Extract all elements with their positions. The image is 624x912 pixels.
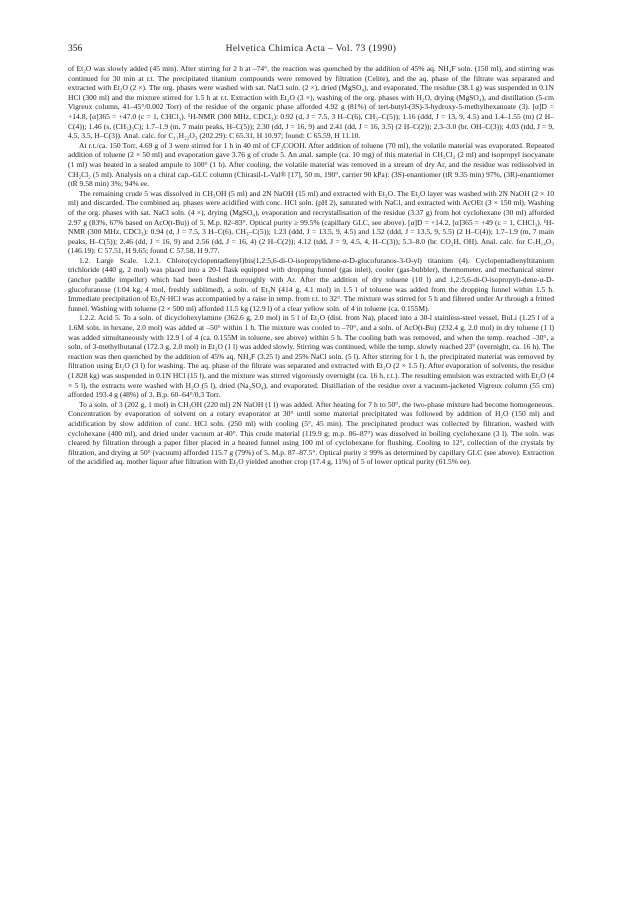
- paragraph-acid-workup: The remaining crude 5 was dissolved in CH₃OH (5 ml) and 2N NaOH (15 ml) and extracted with Et₂O. The Et₂O layer was washed with 2N NaOH (2 × 10 ml) and discarded. The combined aq. phases were acidified with conc. HCl soln. (pH 2), saturated with NaCl, and extracted with AcOEt (3 × 150 ml). Washing of the org. phases with sat. NaCl soln. (4 ×), drying (MgSO₄), evaporation and recrystallisation of the residue (3.37 g) from hot cyclohexane (30 ml) afforded 2.97 g (83%, 67% based on AcO(t-Bu)) of 5. M.p. 82–83°. Optical purity ≥ 99.5% (capillary GLC, see above). [α]D = +14.2, [α]365 = +49 (c = 1, CHCl₃). ¹H-NMR (300 MHz, CDCl₃): 0.94 (d, J = 7.5, 3 H–C(6), CH₃–C(5)); 1.23 (ddd, J = 13.5, 9, 4.5) and 1.52 (ddd, J = 13.5, 9, 5.5) (2 H–C(4)); 1.7–1.9 (m, 7 main peaks, H–C(5)); 2.46 (dd, J = 16, 9) and 2.56 (dd, J = 16, 4) (2 H–C(2)); 4.12 (tdd, J = 9, 4.5, 4, H–C(3)); 5.3–8.0 (br. CO₂H, OH). Anal. calc. for C₇H₁₄O₃ (146.19): C 57.51, H 9.65; found C 57.58, H 9.77.: [68, 188, 554, 256]
- page-number: 356: [68, 44, 83, 54]
- journal-title: Helvetica Chimica Acta – Vol. 73 (1990): [225, 44, 397, 54]
- paragraph-acid-5: 1.2.2. Acid 5. To a soln. of dicyclohexylamine (362.6 g, 2.0 mol) in 5 l of Et₂O (dist. from Na), placed into a 30-l stainless-steel vessel, BuLi (1.25 l of a 1.6M soln. in hexane, 2.0 mol) was added at –50° within 1 h. The mixture was cooled to –70°, and a soln. of AcO(t-Bu) (232.4 g, 2.0 mol) in dry toluene (1 l) was added simultaneously with 12.9 l of 4 (ca. 0.155M in toluene, see above) within 5 h. The cooling bath was removed, and when the temp. reached –30°, a soln. of 3-methylbutanal (172.3 g, 2.0 mol) in Et₂O (1 l) was added slowly. Stirring was continued, while the temp. slowly reached 23° (overnight, ca. 16 h). The reaction was then quenched by the addition of 45% aq. NH₄F (3.25 l) and 25% NaCl soln. (5 l). After stirring for 1 h, the precipitated material was removed by filtration using Et₂O (3 l) for washing. The aq. phase of the filtrate was separated and extracted with Et₂O (2 × 1.5 l). After evaporation of solvents, the residue (1.828 kg) was suspended in 0.1N HCl (15 l), and the mixture was stirred vigorously overnight (ca. 16 h, r.t.). The resulting emulsion was extracted with Et₂O (4 × 5 l), the extracts were washed with H₂O (5 l), dried (Na₂SO₄), and evaporated. Distillation of the residue over a vacuum-jacketed Vigreux column (55 cm) afforded 193.4 g (48%) of 3. B.p. 60–64°/0.3 Torr.: [68, 313, 554, 400]
- running-header: [68, 44, 554, 58]
- paragraph-continuation: of Et₂O was slowly added (45 min). After stirring for 2 h at –74°, the reaction was quenched by the addition of 45% aq. NH₄F soln. (150 ml), and stirring was continued for 30 min at r.t. The precipitated titanium compounds were removed by filtration (Celite), and the aq. phase of the filtrate was separated and extracted with Et₂O (2 ×). The org. phases were washed with sat. NaCl soln. (2 ×), dried (MgSO₄), and evaporated. The residue (38.1 g) was suspended in 0.1N HCl (300 ml) and the mixture stirred for 1.5 h at r.t. Extraction with Et₂O (3 ×), washing of the org. phases with H₂O, drying (MgSO₄), and distillation (5-cm Vigreux column, 41–45°/0.002 Torr) of the residue of the organic phase afforded 4.92 g (81%) of tert-butyl-(3S)-3-hydroxy-5-methylhexanoate (3). [α]D = +14.8, [α]365 = +47.0 (c = 1, CHCl₃). ¹H-NMR (300 MHz, CDCl₃): 0.92 (d, J = 7.5, 3 H–C(6), CH₃–C(5)); 1.16 (ddd, J = 13, 9, 4.5) and 1.4–1.55 (m) (2 H–C(4)); 1.46 (s, (CH₃)₃C); 1.7–1.9 (m, 7 main peaks, H–C(5)); 2.30 (dd, J = 16, 9) and 2.41 (dd, J = 16, 3.5) (2 H–C(2)); 2.3–3.0 (br. OH–C(3)); 4.03 (tdd, J = 9, 4.5, 3.5, H–C(3)). Anal. calc. for C₁₁H₂₂O₃ (202.29): C 65.31, H 10.97; found: C 65.59, H 11.10.: [68, 64, 554, 141]
- paragraph-large-scale-titanium: 1.2. Large Scale. 1.2.1. Chloro(cyclopentadienyl)bis(1,2:5,6-di-O-isopropylidene-α-D-glucofuranos-3-O-yl) titanium (4). Cyclopentadienyltitanium trichloride (440 g, 2 mol) was placed into a 20-l flask equipped with dropping funnel (gas inlet), cooler (gas-bubbler), thermometer, and mechanical stirrer (anchor paddle impeller) which had been flushed thoroughly with Ar. After the addition of dry toluene (10 l) and 1,2:5,6-di-O-isopropyli-dene-α-D-glucofuranose (1.04 kg, 4 mol, freshly sublimed), a soln. of Et₃N (414 g, 4.1 mol) in 1.5 l of toluene was added from the dropping funnel within 1.5 h. Immediate precipitation of Et₃N·HCl was accompanied by a raise in temp. from r.t. to 32°. The mixture was stirred for 5 h and filtered under Ar through a fritted funnel. Washing with toluene (2 × 500 ml) afforded 11.5 kg (12.9 l) of a clear yellow soln. of 4 in toluene (ca. 0.155M).: [68, 255, 554, 313]
- article-body: [68, 64, 554, 467]
- paragraph-lactonization: At r.t./ca. 150 Torr, 4.69 g of 3 were stirred for 1 h in 40 ml of CF₃COOH. After addition of toluene (70 ml), the volatile material was evaporated. Repeated addition of toluene (2 × 50 ml) and evaporation gave 3.76 g of crude 5. An anal. sample (ca. 10 mg) of this material in CH₂Cl₂ (2 ml) and isopropyl isocyanate (1 ml) was heated in a sealed ampule to 100° (1 h). After cooling, the volatile material was removed in a stream of dry Ar, and the residue was redissolved in CH₂Cl₂ (5 ml). Analysis on a chiral cap.-GLC column (Chirasil-L-Val® [17], 50 m, 190°, carrier 90 kPa): (3S)-enantiomer (tR 9.35 min) 97%, (3R)-enantiomer (tR 9.58 min) 3%; 94% ee.: [68, 140, 554, 189]
- paragraph-hydrolysis: To a soln. of 3 (202 g, 1 mol) in CH₃OH (220 ml) 2N NaOH (1 l) was added. After heating for 7 h to 50°, the two-phase mixture had become homogeneous. Concentration by evaporation of solvent on a rotary evaporator at 30° until some material precipitated was followed by addition of H₂O (150 ml) and acidification by slow addition of conc. HCl soln. (250 ml) with cooling (5°, 45 min). The precipitated product was collected by filtration, washed with cyclohexane (400 ml), and dried under vacuum at 40°. This crude material (119.9 g; m.p. 86–87°) was dissolved in boiling cyclohexane (3 l). The soln. was cleared by filtration through a paper filter placed in a heated funnel using 100 ml of cyclohexane for flushing. Cooling to 12°, collection of the crystals by filtration, and drying at 50° (vacuum) afforded 115.7 g (79%) of 5. M.p. 87–87.5°. Optical purity ≥ 99% as determined by capillary GLC (see above). Extraction of the acidified aq. mother liquor after filtration with Et₂O yielded another crop (17.4 g, 11%) of 5 of lower optical purity (61.5% ee).: [68, 399, 554, 467]
